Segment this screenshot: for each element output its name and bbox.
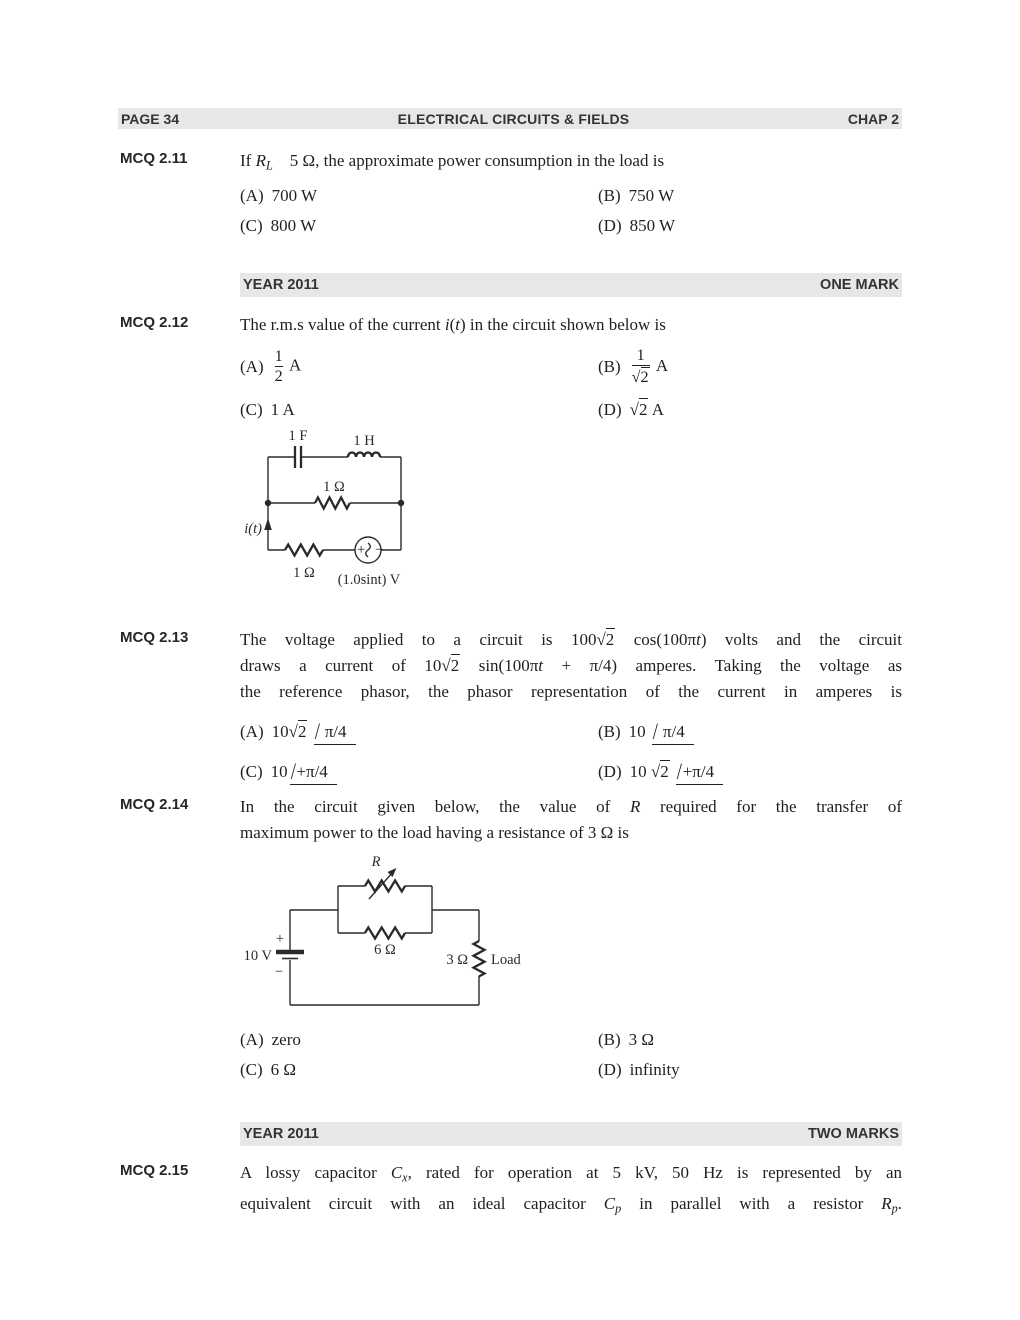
option-text: 10 √2 /+π/4 [630, 762, 723, 781]
option-label: (A) [240, 1030, 264, 1049]
banner-marks: TWO MARKS [807, 1126, 899, 1142]
question-id: MCQ 2.14 [120, 796, 189, 813]
option-text: 1 A [270, 400, 295, 419]
source-label: (1.0sint) V [337, 572, 401, 588]
option-text: 3 Ω [628, 1030, 655, 1049]
option-label: (C) [240, 1060, 263, 1079]
question-2-11 [120, 148, 902, 239]
option-a [240, 719, 598, 745]
question-id: MCQ 2.13 [120, 629, 189, 646]
sine-squiggle-icon [366, 543, 371, 557]
question-text-line: The voltage applied to a circuit is 100√2 cos(100πt) volts and the circuit [240, 630, 902, 649]
banner-year: YEAR 2011 [243, 277, 319, 293]
current-arrow-icon [264, 518, 272, 530]
battery-label: 10 V [243, 948, 272, 964]
option-label: (A) [240, 722, 264, 741]
question-text-line: equivalent circuit with an ideal capacitor $C_p$ in parallel with a resistor $R_p$. [240, 1193, 902, 1216]
circuit-diagram-rms [238, 425, 473, 605]
question-text-line: draws a current of 10√2 sin(100πt + π/4) amperes. Taking the voltage as [240, 656, 902, 675]
option-c [240, 1057, 598, 1083]
inductor-icon [348, 453, 380, 458]
options-grid [240, 705, 902, 785]
banner-year: YEAR 2011 [243, 1126, 319, 1142]
battery-plus: + [275, 931, 285, 947]
question-id: MCQ 2.15 [120, 1162, 189, 1179]
question-text-line: the reference phasor, the phasor representation of the current in amperes is [240, 682, 902, 701]
header-title: ELECTRICAL CIRCUITS & FIELDS [397, 110, 630, 127]
question-text-line: maximum power to the load having a resistance of 3 Ω is [240, 823, 629, 842]
option-text: $\frac{1}{√2}$ A [631, 346, 669, 386]
question-2-14 [120, 794, 902, 846]
resistor3-label: 3 Ω [446, 952, 468, 968]
question-text-line: In the circuit given below, the value of R required for the transfer of [240, 797, 902, 816]
option-text: 10 /+π/4 [271, 762, 337, 781]
page-header [118, 108, 902, 129]
year-banner-two-marks [240, 1122, 902, 1146]
option-text: 700 W [271, 185, 318, 205]
option-b [598, 183, 902, 209]
question-text-line: The r.m.s value of the current i(t) in the circuit shown below is [240, 315, 666, 334]
option-text: 850 W [629, 215, 676, 235]
options-grid [240, 1023, 902, 1083]
question-2-14-options [240, 1023, 902, 1083]
option-label: (D) [598, 762, 622, 781]
option-label: (D) [598, 1060, 622, 1079]
options-grid [240, 338, 902, 424]
junction-dot [398, 500, 404, 506]
option-d [598, 759, 902, 785]
option-b [598, 1027, 902, 1053]
question-2-15 [120, 1160, 902, 1221]
junction-dot [265, 500, 271, 506]
option-text: $\frac{1}{2}$ A [274, 348, 302, 385]
resistor6-label: 6 Ω [374, 942, 396, 958]
question-id: MCQ 2.11 [120, 150, 188, 167]
option-text: zero [271, 1030, 301, 1049]
load-resistor-icon [474, 941, 485, 976]
source-plus: + [357, 542, 366, 558]
wire-parallel-box [338, 886, 432, 933]
option-label: (D) [598, 400, 622, 419]
option-a [240, 183, 598, 209]
option-label: (C) [240, 762, 263, 781]
option-c [240, 396, 598, 424]
variable-resistor-label: R [371, 854, 381, 870]
banner-marks: ONE MARK [820, 277, 899, 293]
load-label: Load [491, 952, 521, 968]
battery-minus: − [274, 964, 284, 980]
options-grid [240, 179, 902, 239]
resistor-icon [315, 498, 350, 509]
option-text: 800 W [270, 215, 317, 235]
bottom-resistor-label: 1 Ω [293, 565, 315, 581]
option-label: (B) [598, 722, 621, 741]
year-banner-one-mark [240, 273, 902, 297]
variable-resistor-icon [365, 881, 405, 892]
question-id: MCQ 2.12 [120, 314, 189, 331]
question-2-12 [120, 312, 902, 424]
option-label: (A) [240, 185, 264, 205]
option-label: (A) [240, 357, 264, 376]
circuit-diagram-max-power [230, 848, 540, 1020]
mid-resistor-label: 1 Ω [323, 479, 345, 495]
resistor-icon [285, 545, 323, 556]
option-label: (C) [240, 215, 263, 235]
option-label: (B) [598, 1030, 621, 1049]
option-label: (B) [598, 185, 621, 205]
capacitor-icon [295, 446, 301, 468]
option-a [240, 1027, 598, 1053]
option-c [240, 759, 598, 785]
option-c [240, 213, 598, 239]
capacitor-label: 1 F [288, 428, 308, 444]
option-text: √2 A [629, 400, 665, 419]
question-text-line: If $R_L$ 5 Ω, the approximate power consumption in the load is [240, 151, 665, 173]
inductor-label: 1 H [353, 433, 375, 449]
question-text-line: A lossy capacitor $C_x$, rated for operation at 5 kV, 50 Hz is represented by an [240, 1163, 902, 1185]
option-text: 6 Ω [270, 1060, 297, 1079]
option-d [598, 213, 902, 239]
option-text: 10√2 / π/4 [272, 722, 356, 741]
option-label: (B) [598, 357, 621, 376]
option-b [598, 719, 902, 745]
option-d [598, 1057, 902, 1083]
option-label: (C) [240, 400, 263, 419]
resistor-icon [365, 928, 405, 939]
option-text: infinity [629, 1060, 680, 1079]
header-chapter: CHAP 2 [847, 110, 899, 127]
current-label: i(t) [244, 521, 262, 537]
option-a [240, 344, 598, 390]
source-minus: − [375, 542, 384, 558]
option-text: 750 W [628, 185, 675, 205]
option-d [598, 396, 902, 424]
option-label: (D) [598, 215, 622, 235]
question-2-13 [120, 627, 902, 785]
header-page-number: PAGE 34 [121, 110, 180, 127]
option-text: 10 / π/4 [629, 722, 694, 741]
option-b [598, 344, 902, 390]
